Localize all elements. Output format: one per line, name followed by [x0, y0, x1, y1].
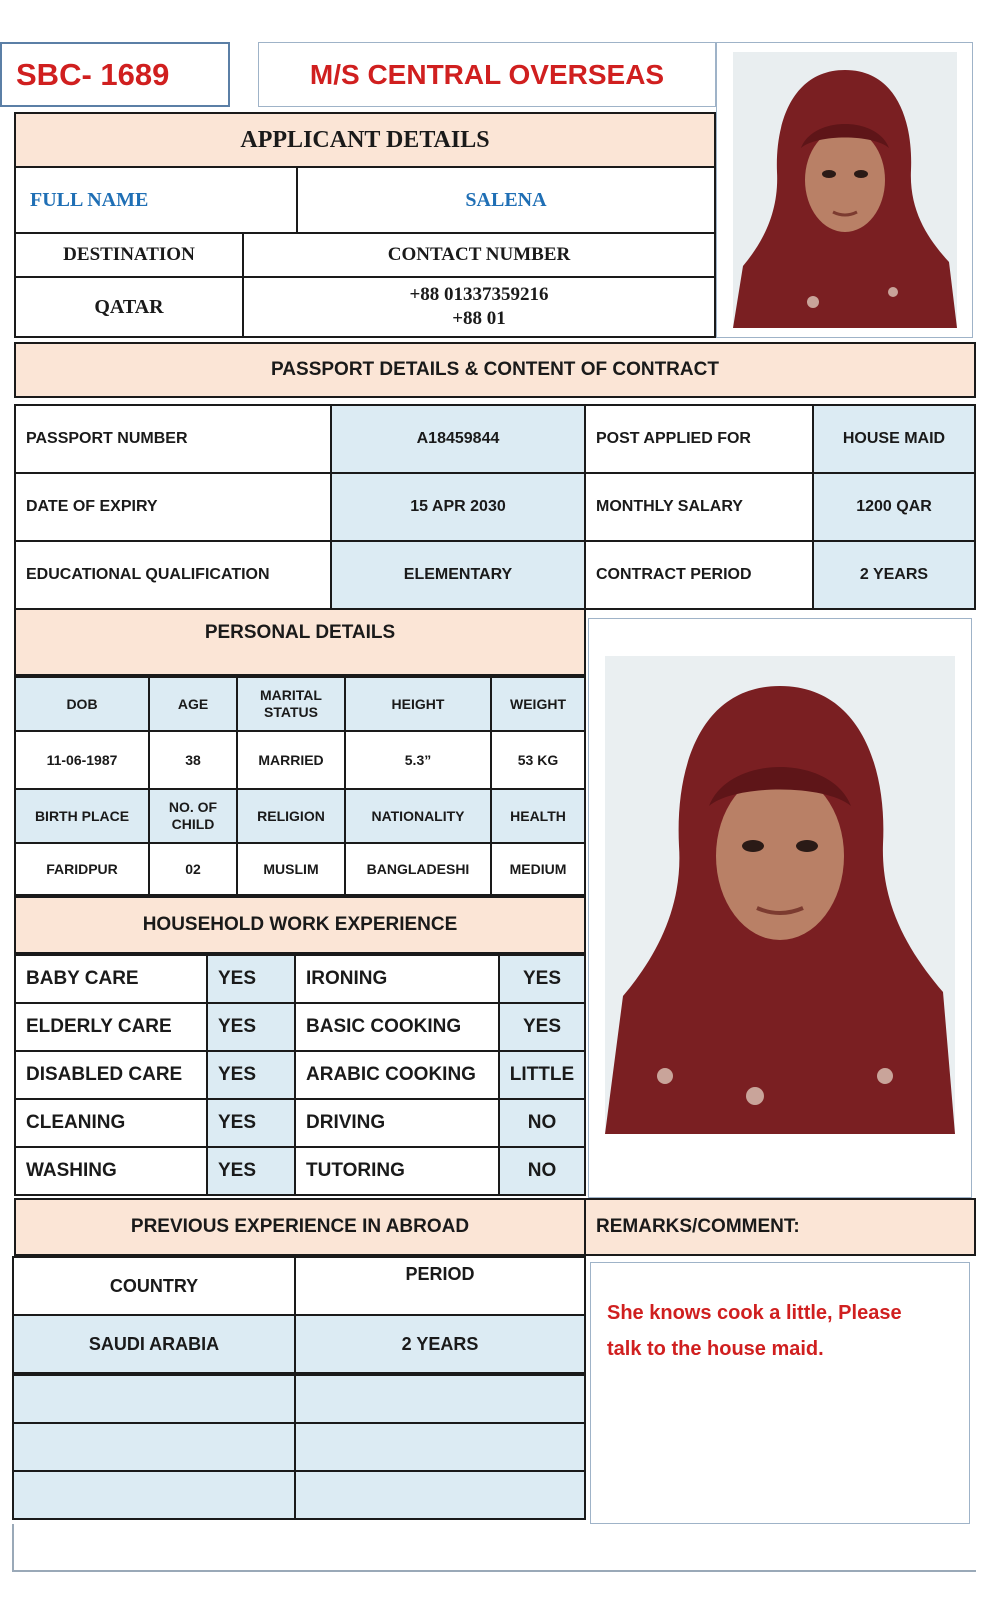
passport-section-heading [14, 342, 976, 398]
post-applied-value-cell [812, 404, 976, 474]
skill-label: ARABIC COOKING [294, 1050, 500, 1100]
skill-label: TUTORING [294, 1146, 500, 1196]
dob-value: 11-06-1987 [46, 752, 118, 768]
remarks-text-line-2: talk to the house maid. [607, 1338, 824, 1360]
remarks-heading [584, 1198, 976, 1256]
height-label: HEIGHT [391, 696, 445, 712]
passport-number-label: PASSPORT NUMBER [26, 430, 188, 447]
marital-label-cell [236, 676, 346, 732]
skill-value: LITTLE [498, 1050, 586, 1100]
household-heading [14, 896, 586, 954]
weight-label: WEIGHT [510, 696, 566, 712]
applicant-details-title: APPLICANT DETAILS [240, 126, 490, 153]
expiry-label: DATE OF EXPIRY [26, 498, 158, 515]
weight-label-cell [490, 676, 586, 732]
contract-value-cell [812, 540, 976, 610]
children-value: 02 [185, 861, 201, 877]
period-header: PERIOD [405, 1264, 475, 1284]
remarks-box [590, 1262, 970, 1524]
destination-label-cell [14, 232, 244, 278]
weight-value-cell [490, 730, 586, 790]
religion-label: RELIGION [257, 808, 325, 824]
abroad-period-cell [294, 1422, 586, 1472]
salary-value-cell [812, 472, 976, 542]
contact-label: CONTACT NUMBER [387, 244, 571, 265]
education-value-cell [330, 540, 586, 610]
personal-details-heading [14, 608, 586, 676]
passport-number-value: A18459844 [416, 430, 500, 447]
page-bottom-border [12, 1570, 976, 1572]
religion-label-cell [236, 788, 346, 844]
salary-value: 1200 QAR [856, 498, 932, 515]
height-value: 5.3” [404, 752, 432, 768]
age-label: AGE [177, 696, 209, 712]
reference-code-box [0, 42, 230, 107]
page-left-border [12, 1524, 14, 1572]
religion-value: MUSLIM [263, 861, 319, 877]
marital-label-line-1: MARITAL [260, 686, 322, 703]
health-label-cell [490, 788, 586, 844]
post-applied-label: POST APPLIED FOR [596, 430, 751, 447]
destination-value-cell [14, 276, 244, 338]
religion-value-cell [236, 842, 346, 896]
skill-value: YES [206, 1146, 296, 1196]
skill-label: CLEANING [14, 1098, 208, 1148]
country-header: COUNTRY [109, 1275, 199, 1296]
contact-label-cell [242, 232, 716, 278]
passport-number-value-cell [330, 404, 586, 474]
remarks-label: REMARKS/COMMENT: [596, 1216, 800, 1237]
skill-value: YES [498, 954, 586, 1004]
birthplace-value: FARIDPUR [46, 861, 118, 877]
education-value: ELEMENTARY [403, 566, 513, 583]
agency-name: M/S CENTRAL OVERSEAS [309, 58, 665, 90]
nationality-label-cell [344, 788, 492, 844]
expiry-label-cell [14, 472, 332, 542]
marital-value: MARRIED [258, 752, 324, 768]
expiry-value-cell [330, 472, 586, 542]
contract-value: 2 YEARS [859, 566, 929, 583]
marital-value-cell [236, 730, 346, 790]
abroad-title: PREVIOUS EXPERIENCE IN ABROAD [130, 1216, 470, 1237]
height-value-cell [344, 730, 492, 790]
personal-details-title: PERSONAL DETAILS [204, 622, 396, 643]
children-value-cell [148, 842, 238, 896]
age-label-cell [148, 676, 238, 732]
contact-number-2: +88 01 [452, 308, 506, 329]
skill-label: ELDERLY CARE [14, 1002, 208, 1052]
contract-label: CONTRACT PERIOD [596, 566, 752, 583]
passport-section-title: PASSPORT DETAILS & CONTENT OF CONTRACT [271, 359, 719, 380]
full-name-value-cell [296, 166, 716, 234]
children-label-cell [148, 788, 238, 844]
household-title: HOUSEHOLD WORK EXPERIENCE [142, 914, 458, 935]
abroad-heading [14, 1198, 586, 1256]
salary-label-cell [584, 472, 814, 542]
children-label-line-1: NO. OF [168, 798, 218, 815]
weight-value: 53 KG [517, 752, 559, 768]
post-applied-label-cell [584, 404, 814, 474]
health-value-cell [490, 842, 586, 896]
expiry-value: 15 APR 2030 [410, 498, 506, 515]
skill-value: NO [498, 1146, 586, 1196]
children-label-line-2: CHILD [171, 816, 215, 832]
age-value-cell [148, 730, 238, 790]
height-label-cell [344, 676, 492, 732]
abroad-period-cell [294, 1374, 586, 1424]
applicant-photo-small [733, 52, 957, 328]
destination-label: DESTINATION [63, 244, 195, 265]
skill-label: BABY CARE [14, 954, 208, 1004]
skill-label: DISABLED CARE [14, 1050, 208, 1100]
abroad-country-cell [12, 1470, 296, 1520]
skill-value: YES [206, 1098, 296, 1148]
skill-value: YES [206, 954, 296, 1004]
abroad-period-cell [294, 1470, 586, 1520]
health-value: MEDIUM [509, 861, 567, 877]
passport-number-label-cell [14, 404, 332, 474]
education-label-cell [14, 540, 332, 610]
skill-value: YES [206, 1002, 296, 1052]
full-name-value: SALENA [465, 188, 547, 211]
nationality-label: NATIONALITY [371, 808, 465, 824]
country-header-cell [12, 1256, 296, 1316]
portrait-large-image [605, 656, 955, 1134]
destination-value: QATAR [94, 295, 164, 318]
abroad-period-cell: 2 YEARS [294, 1314, 586, 1374]
nationality-value: BANGLADESHI [366, 861, 470, 877]
full-name-label-cell [14, 166, 298, 234]
skill-label: IRONING [294, 954, 500, 1004]
abroad-country-cell [12, 1374, 296, 1424]
birthplace-label-cell [14, 788, 150, 844]
salary-label: MONTHLY SALARY [596, 498, 743, 515]
skill-value: YES [206, 1050, 296, 1100]
dob-label: DOB [66, 696, 98, 712]
health-label: HEALTH [510, 808, 566, 824]
age-value: 38 [185, 752, 201, 768]
skill-value: NO [498, 1098, 586, 1148]
nationality-value-cell [344, 842, 492, 896]
skill-label: BASIC COOKING [294, 1002, 500, 1052]
skill-label: WASHING [14, 1146, 208, 1196]
remarks-text-line-1: She knows cook a little, Please [607, 1302, 902, 1324]
skill-value: YES [498, 1002, 586, 1052]
marital-label-line-2: STATUS [264, 704, 318, 720]
full-name-label: FULL NAME [30, 188, 149, 211]
contact-value-cell [242, 276, 716, 338]
abroad-country-cell [12, 1422, 296, 1472]
contact-number-1: +88 01337359216 [409, 284, 549, 306]
abroad-country-cell: SAUDI ARABIA [12, 1314, 296, 1374]
portrait-small-image [733, 52, 957, 328]
birthplace-value-cell [14, 842, 150, 896]
dob-label-cell [14, 676, 150, 732]
applicant-photo-large [605, 656, 955, 1134]
period-header-cell [294, 1256, 586, 1316]
birthplace-label: BIRTH PLACE [34, 808, 130, 824]
applicant-details-heading [14, 112, 716, 168]
reference-code: SBC- 1689 [16, 56, 170, 92]
contract-label-cell [584, 540, 814, 610]
agency-name-box [258, 42, 716, 107]
dob-value-cell [14, 730, 150, 790]
skill-label: DRIVING [294, 1098, 500, 1148]
education-label: EDUCATIONAL QUALIFICATION [26, 566, 270, 583]
post-applied-value: HOUSE MAID [842, 430, 946, 447]
